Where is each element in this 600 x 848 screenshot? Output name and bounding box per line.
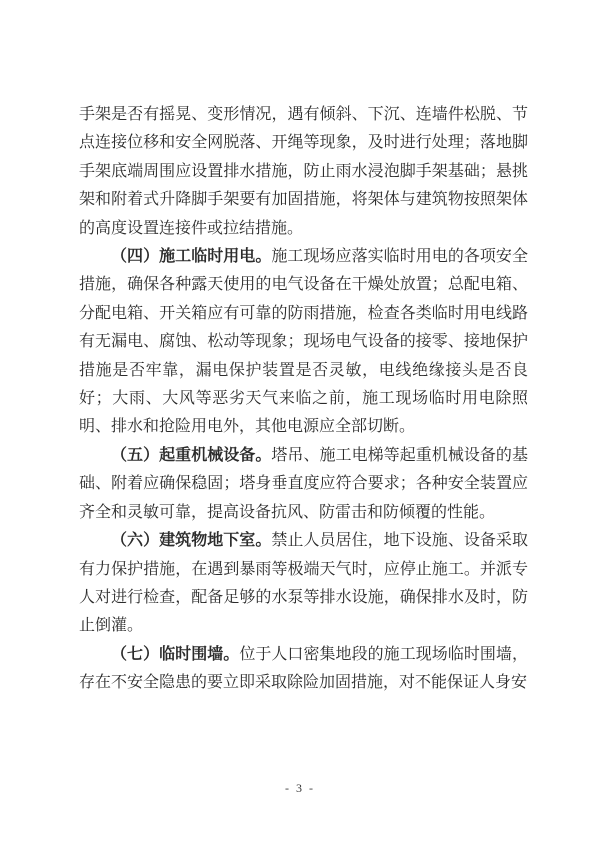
paragraph-heading: （四）施工临时用电。 [111, 248, 272, 266]
paragraph [79, 641, 528, 698]
paragraph-heading: （六）建筑物地下室。 [111, 532, 272, 550]
document-body [79, 101, 528, 698]
paragraph-text: 手架是否有摇晃、变形情况，遇有倾斜、下沉、连墙件松脱、节点连接位移和安全网脱落、开绳等现象，及时进行处理；落地脚手架底端周围应设置排水措施，防止雨水浸泡脚手架基础；悬挑架和附着式升降脚手架要有加固措施，将架体与建筑物按照架体的高度设置连接件或拉结措施。 [79, 106, 528, 237]
paragraph-text: 禁止人员居住，地下设施、设备采取有力保护措施，在遇到暴雨等极端天气时，应停止施工。并派专人对进行检查，配备足够的水泵等排水设施，确保排水及时，防止倒灌。 [79, 532, 528, 635]
paragraph [79, 527, 528, 641]
paragraph [79, 442, 528, 527]
paragraph-text: 塔吊、施工电梯等起重机械设备的基础、附着应确保稳固；塔身垂直度应符合要求；各种安全装置应齐全和灵敏可靠，提高设备抗风、防雷击和防倾覆的性能。 [79, 446, 528, 521]
paragraph-text: 施工现场应落实临时用电的各项安全措施，确保各种露天使用的电气设备在干燥处放置；总配电箱、分配电箱、开关箱应有可靠的防雨措施，检查各类临时用电线路有无漏电、腐蚀、松动等现象；现场电气设备的接零、接地保护措施是否牢靠，漏电保护装置是否灵敏，电线绝缘接头是否良好；大雨、大风等恶劣天气来临之前，施工现场临时用电除照明、排水和抢险用电外，其他电源应全部切断。 [79, 248, 528, 436]
paragraph-heading: （五）起重机械设备。 [111, 446, 272, 464]
paragraph-text: 位于人口密集地段的施工现场临时围墙，存在不安全隐患的要立即采取除险加固措施，对不能保证人身安 [79, 645, 528, 692]
page-number: - 3 - [285, 781, 315, 795]
paragraph [79, 101, 528, 243]
paragraph [79, 243, 528, 442]
paragraph-heading: （七）临时围墙。 [111, 645, 240, 663]
